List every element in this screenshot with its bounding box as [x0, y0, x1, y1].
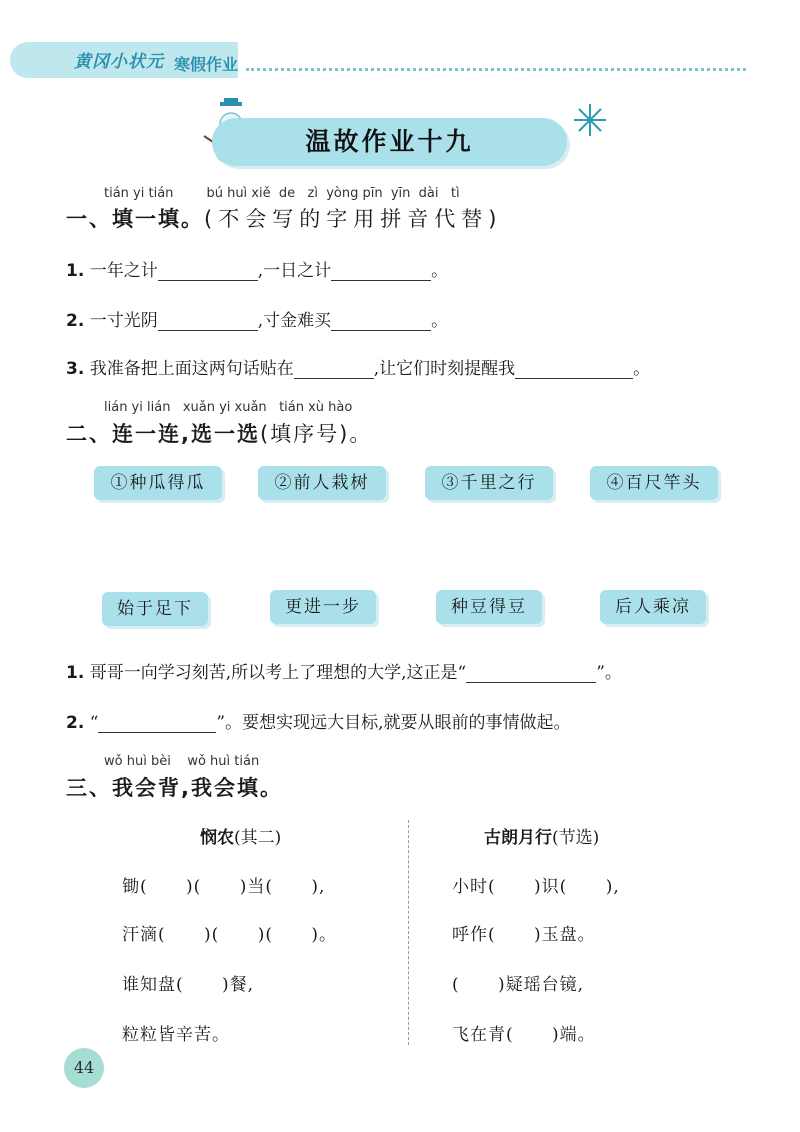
answer-blank[interactable]	[98, 714, 216, 733]
fill-item-1	[66, 256, 448, 281]
section3-heading: 三、我会背,我会填。	[66, 776, 283, 800]
item-number: 3.	[66, 359, 85, 379]
item-text: ,让它们时刻提醒我	[373, 359, 516, 379]
poem1-subtitle: (其二)	[234, 828, 282, 848]
poem1-title-text: 悯农	[200, 828, 234, 848]
item-text: 我准备把上面这两句话贴在	[89, 359, 294, 379]
match-card-bottom-1[interactable]: 始于足下	[102, 592, 208, 626]
section1-pinyin: tián yi tián bú huì xiě de zì yòng pīn yīn dài tì	[104, 186, 460, 201]
section2-heading-text: 二、连一连,选一选	[66, 422, 260, 446]
column-divider	[408, 820, 409, 1045]
section1-heading	[66, 203, 502, 233]
item-text: ”。要想实现远大目标,就要从眼前的事情做起。	[216, 713, 571, 733]
match-card-top-2[interactable]: ②前人栽树	[258, 466, 386, 500]
header-subtitle: 寒假作业	[174, 55, 239, 74]
poem2-title	[484, 823, 599, 848]
answer-blank[interactable]	[466, 664, 596, 683]
poem2-subtitle: (节选)	[552, 828, 600, 848]
section2-heading	[66, 418, 372, 448]
page-title: 温故作业十九	[305, 127, 474, 156]
item-number: 2.	[66, 713, 85, 733]
section2-note: (填序号)。	[259, 422, 373, 446]
answer-blank[interactable]	[294, 360, 374, 379]
item-open-quote: “	[89, 713, 99, 733]
poem2-line-2: 呼作( )玉盘。	[452, 925, 596, 945]
poem2-line-4: 飞在青( )端。	[452, 1025, 596, 1045]
section3-pinyin: wǒ huì bèi wǒ huì tián	[104, 754, 260, 769]
brand-logo: 黄冈小状元	[74, 52, 164, 72]
item-text: 一寸光阴	[89, 311, 158, 331]
poem2-line-3: ( )疑瑶台镜,	[452, 975, 585, 995]
fill-item-2	[66, 306, 448, 331]
section2-pinyin: lián yi lián xuǎn yi xuǎn tián xù hào	[104, 400, 353, 415]
answer-blank[interactable]	[331, 262, 431, 281]
item-number: 1.	[66, 663, 85, 683]
fill-item-3	[66, 354, 650, 379]
answer-blank[interactable]	[515, 360, 633, 379]
poem2-line-1: 小时( )识( ),	[452, 877, 620, 897]
item-end: 。	[431, 311, 449, 331]
match-card-bottom-3[interactable]: 种豆得豆	[436, 590, 542, 624]
section1-heading-text: 一、填一填。	[66, 207, 204, 231]
item-number: 1.	[66, 261, 85, 281]
item-text: ,寸金难买	[257, 311, 332, 331]
item-end: 。	[633, 359, 651, 379]
poem1-line-3: 谁知盘( )餐,	[122, 975, 255, 995]
poem1-line-1: 锄( )( )当( ),	[122, 877, 326, 897]
match-card-top-1[interactable]: ①种瓜得瓜	[94, 466, 222, 500]
match-card-top-3[interactable]: ③千里之行	[425, 466, 553, 500]
page-number: 44	[64, 1048, 104, 1088]
poem2-title-text: 古朗月行	[484, 828, 552, 848]
poem1-line-2: 汗滴( )( )( )。	[122, 925, 338, 945]
answer-blank[interactable]	[331, 312, 431, 331]
poem1-title	[200, 823, 281, 848]
item-text: 一年之计	[89, 261, 158, 281]
item-number: 2.	[66, 311, 85, 331]
answer-blank[interactable]	[158, 312, 258, 331]
snowflake-icon	[572, 102, 608, 138]
header-dotted-rule	[246, 68, 746, 71]
section1-note: (不会写的字用拼音代替)	[204, 207, 503, 231]
answer-blank[interactable]	[158, 262, 258, 281]
match-card-bottom-2[interactable]: 更进一步	[270, 590, 376, 624]
choose-item-2	[66, 708, 571, 733]
match-card-bottom-4[interactable]: 后人乘凉	[600, 590, 706, 624]
item-end: ”。	[596, 663, 622, 683]
poem1-line-4: 粒粒皆辛苦。	[122, 1025, 230, 1045]
choose-item-1	[66, 658, 622, 683]
item-text: ,一日之计	[257, 261, 332, 281]
match-card-top-4[interactable]: ④百尺竿头	[590, 466, 718, 500]
item-end: 。	[431, 261, 449, 281]
item-text: 哥哥一向学习刻苦,所以考上了理想的大学,这正是“	[89, 663, 467, 683]
